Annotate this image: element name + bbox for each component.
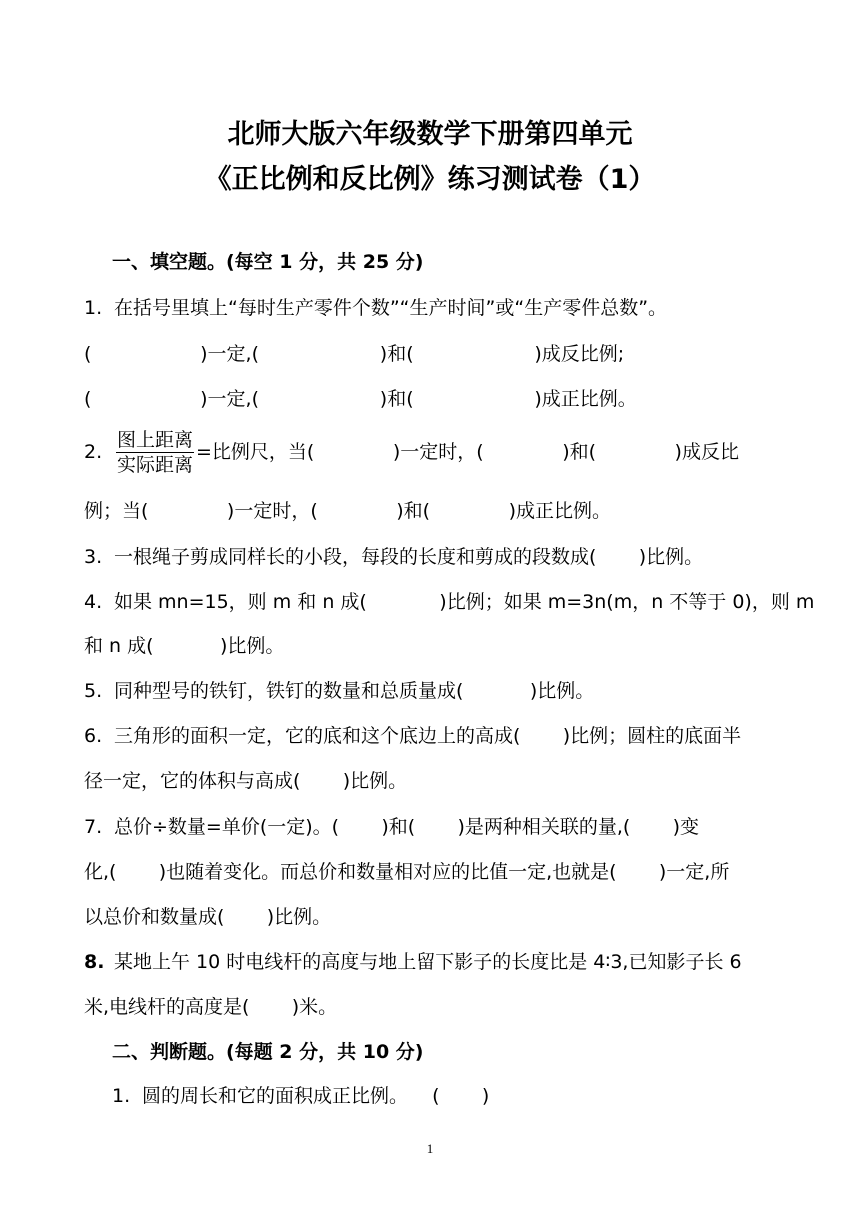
q1-text: 在括号里填上“每时生产零件个数”“生产时间”或“生产零件总数”。	[114, 297, 668, 319]
q2-text-b: 例；当( )一定时，( )和( )成正比例。	[84, 500, 612, 522]
q1-number: 1.	[84, 297, 103, 319]
judge-q1-line	[112, 1084, 489, 1108]
q6-line	[84, 724, 741, 748]
page-number: 1	[426, 1141, 434, 1156]
q4-text-b: 和 n 成( )比例。	[84, 635, 285, 657]
q3-text: 一根绳子剪成同样长的小段，每段的长度和剪成的段数成( )比例。	[114, 546, 704, 568]
q2-number: 2.	[84, 441, 103, 463]
q7-text-c: 以总价和数量成( )比例。	[84, 906, 332, 928]
q7-text-b: 化,( )也随着变化。而总价和数量相对应的比值一定,也就是( )一定,所	[84, 861, 730, 883]
doc-title-line1: 北师大版六年级数学下册第四单元	[227, 119, 633, 150]
q5-text: 同种型号的铁钉，铁钉的数量和总质量成( )比例。	[114, 680, 595, 702]
q5-number: 5.	[84, 680, 103, 702]
judge-q1-text: 圆的周长和它的面积成正比例。 ( )	[142, 1085, 490, 1107]
q2-line	[84, 428, 739, 477]
q5-line	[84, 679, 594, 703]
q6-text-a: 三角形的面积一定，它的底和这个底边上的高成( )比例；圆柱的底面半	[114, 725, 742, 747]
q4-line	[84, 590, 814, 614]
q6-number: 6.	[84, 725, 103, 747]
q7-line	[84, 815, 699, 839]
q8-line	[84, 950, 742, 974]
q1-line	[84, 296, 667, 320]
q3-number: 3.	[84, 546, 103, 568]
fraction-numerator: 图上距离	[117, 429, 194, 451]
q8-text-a: 某地上午 10 时电线杆的高度与地上留下影子的长度比是 4∶3,已知影子长 6	[114, 951, 742, 973]
q7-text-a: 总价÷数量=单价(一定)。( )和( )是两种相关联的量,( )变	[114, 816, 700, 838]
scale-fraction	[116, 428, 194, 477]
q8-text-b: 米,电线杆的高度是( )米。	[84, 996, 338, 1018]
judge-q1-number: 1.	[112, 1085, 131, 1107]
doc-title-line2: 《正比例和反比例》练习测试卷（1）	[204, 164, 656, 195]
q1-answer-line-b: ( )一定,( )和( )成正比例。	[84, 388, 637, 410]
q7-number: 7.	[84, 816, 103, 838]
q3-line	[84, 545, 703, 569]
section1-heading: 一、填空题。(每空 1 分，共 25 分)	[112, 251, 424, 273]
q4-text-a: 如果 mn=15，则 m 和 n 成( )比例；如果 m=3n(m，n 不等于 0)，则 m	[114, 591, 815, 613]
fraction-denominator: 实际距离	[117, 454, 194, 476]
q8-number: 8.	[84, 951, 105, 973]
section2-heading: 二、判断题。(每题 2 分，共 10 分)	[112, 1041, 424, 1063]
q6-text-b: 径一定，它的体积与高成( )比例。	[84, 770, 408, 792]
q1-answer-line-a: ( )一定,( )和( )成反比例;	[84, 343, 625, 365]
q4-number: 4.	[84, 591, 103, 613]
q2-text-a: =比例尺，当( )一定时，( )和( )成反比	[196, 441, 739, 463]
